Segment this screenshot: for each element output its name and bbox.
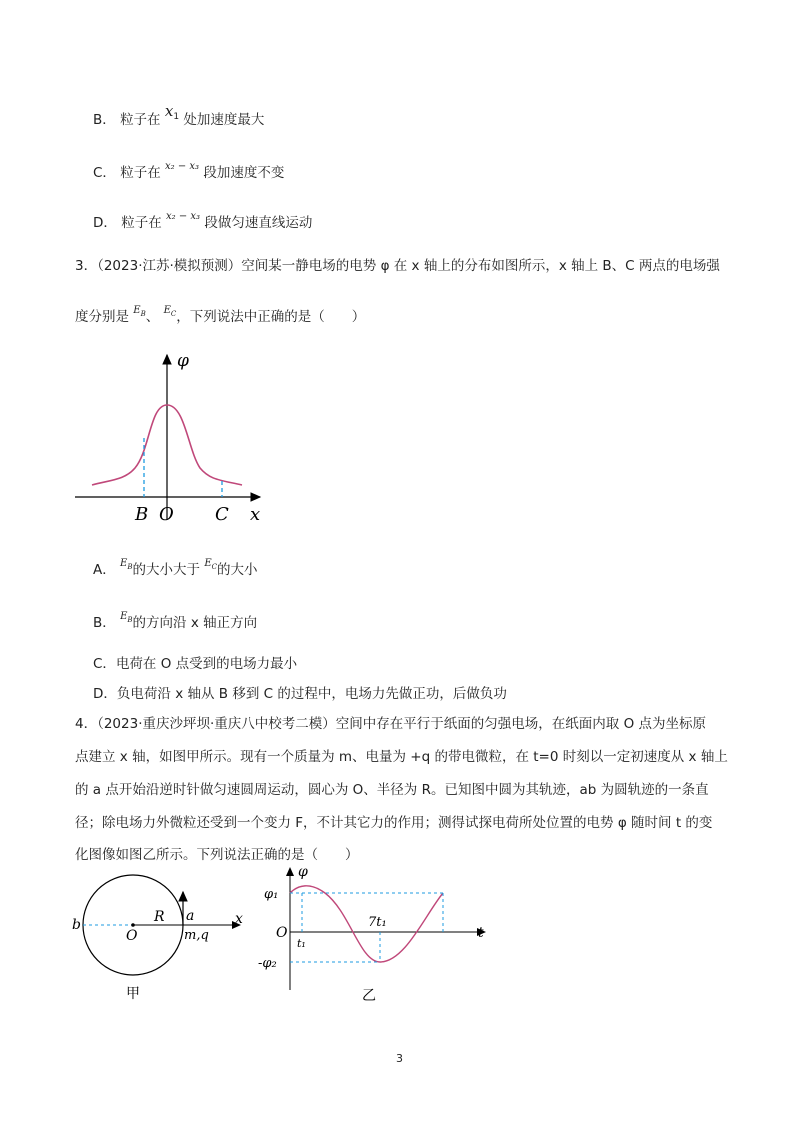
option-post: 处加速度最大 bbox=[183, 112, 265, 128]
q3-option-a bbox=[93, 558, 257, 579]
q4-figure-yi bbox=[250, 860, 495, 1010]
q4-line1 bbox=[75, 712, 706, 732]
x-label: x bbox=[250, 504, 261, 525]
option-post: 段加速度不变 bbox=[203, 165, 285, 181]
option-text: 的大小大于 bbox=[132, 562, 201, 578]
option-pre: 粒子在 bbox=[120, 112, 161, 128]
question-number: 4． bbox=[75, 716, 98, 732]
q3-line2 bbox=[75, 305, 365, 326]
separator: 、 bbox=[145, 309, 160, 325]
option-text: 负电荷沿 x 轴从 B 移到 C 的过程中，电场力先做正功，后做负功 bbox=[116, 686, 507, 702]
potential-curve bbox=[290, 886, 443, 962]
expr: x₂ − x₃ bbox=[166, 211, 201, 222]
symbol-sub: B bbox=[127, 616, 133, 624]
caption-jia: 甲 bbox=[126, 986, 140, 1002]
symbol-sub: C bbox=[211, 563, 217, 571]
o-label: O bbox=[276, 925, 288, 941]
c-label: C bbox=[215, 504, 229, 525]
q3-potential-figure bbox=[70, 340, 280, 530]
o-label: O bbox=[159, 504, 174, 525]
option-letter: D． bbox=[93, 686, 117, 702]
phi-label: φ bbox=[298, 864, 308, 880]
q2-option-b bbox=[93, 102, 265, 130]
option-letter: C． bbox=[93, 656, 116, 672]
symbol-e: E bbox=[204, 558, 212, 569]
q4-figure-jia bbox=[68, 870, 253, 1010]
q4-line4: 径；除电场力外微粒还受到一个变力 F，不计其它力的作用；测得试探电荷所处位置的电势 φ 随时间 t 的变 bbox=[75, 815, 713, 831]
t-label: t bbox=[478, 925, 484, 941]
question-text: ，下列说法中正确的是（ ） bbox=[176, 309, 366, 325]
q3-option-c bbox=[93, 652, 297, 672]
x-label: x bbox=[235, 911, 243, 927]
7t1-label: 7t₁ bbox=[368, 915, 387, 930]
r-label: R bbox=[154, 909, 165, 925]
option-text: 的大小 bbox=[216, 562, 258, 578]
page-number: 3 bbox=[396, 1052, 403, 1065]
t1-label: t₁ bbox=[297, 937, 306, 950]
q4-line5: 化图像如图乙所示。下列说法正确的是（ ） bbox=[75, 847, 359, 863]
q3-line1 bbox=[75, 254, 720, 274]
b-label: B bbox=[135, 504, 149, 525]
option-letter: A． bbox=[93, 562, 116, 578]
question-text: （2023·江苏·模拟预测）空间某一静电场的电势 φ 在 x 轴上的分布如图所示，x 轴上 B、C 两点的电场强 bbox=[97, 258, 720, 274]
b-label: b bbox=[72, 917, 81, 933]
var-x: x bbox=[164, 102, 174, 120]
symbol-sub: C bbox=[170, 310, 177, 318]
option-letter: B． bbox=[93, 112, 116, 128]
q3-option-d bbox=[93, 682, 507, 702]
phi-label: φ bbox=[177, 351, 189, 371]
option-letter: C． bbox=[93, 165, 116, 181]
option-letter: D． bbox=[93, 215, 117, 231]
symbol-e: E bbox=[133, 305, 141, 316]
q2-option-c bbox=[93, 161, 284, 181]
question-text: （2023·重庆沙坪坝·重庆八中校考二模）空间中存在平行于纸面的匀强电场，在纸面内取 O 点为坐标原 bbox=[97, 716, 706, 732]
center-point bbox=[131, 923, 135, 927]
caption-yi: 乙 bbox=[362, 988, 376, 1004]
option-letter: B． bbox=[93, 615, 116, 631]
symbol-sub: B bbox=[127, 563, 133, 571]
question-text: 度分别是 bbox=[75, 309, 129, 325]
o-label: O bbox=[126, 928, 138, 944]
q4-line3: 的 a 点开始沿逆时针做匀速圆周运动，圆心为 O、半径为 R。已知图中圆为其轨迹，ab 为圆轨迹的一条直 bbox=[75, 782, 709, 798]
expr: x₂ − x₃ bbox=[165, 161, 200, 172]
symbol-e: E bbox=[163, 305, 171, 316]
symbol-e: E bbox=[120, 558, 128, 569]
phi1-label: φ₁ bbox=[264, 887, 279, 902]
var-sub: 1 bbox=[173, 112, 180, 122]
option-post: 段做匀速直线运动 bbox=[204, 215, 313, 231]
q3-option-b bbox=[93, 611, 257, 632]
a-label: a bbox=[186, 908, 195, 924]
option-text: 的方向沿 x 轴正方向 bbox=[132, 615, 258, 631]
q4-line2: 点建立 x 轴，如图甲所示。现有一个质量为 m、电量为 +q 的带电微粒，在 t=0 时刻以一定初速度从 x 轴上 bbox=[75, 749, 728, 765]
q2-option-d bbox=[93, 211, 312, 231]
option-pre: 粒子在 bbox=[121, 215, 162, 231]
symbol-sub: B bbox=[140, 310, 146, 318]
question-number: 3． bbox=[75, 258, 98, 274]
mq-label: m,q bbox=[184, 928, 209, 943]
neg-phi2-label: -φ₂ bbox=[258, 956, 277, 971]
symbol-e: E bbox=[120, 611, 128, 622]
option-text: 电荷在 O 点受到的电场力最小 bbox=[115, 656, 298, 672]
option-pre: 粒子在 bbox=[120, 165, 161, 181]
